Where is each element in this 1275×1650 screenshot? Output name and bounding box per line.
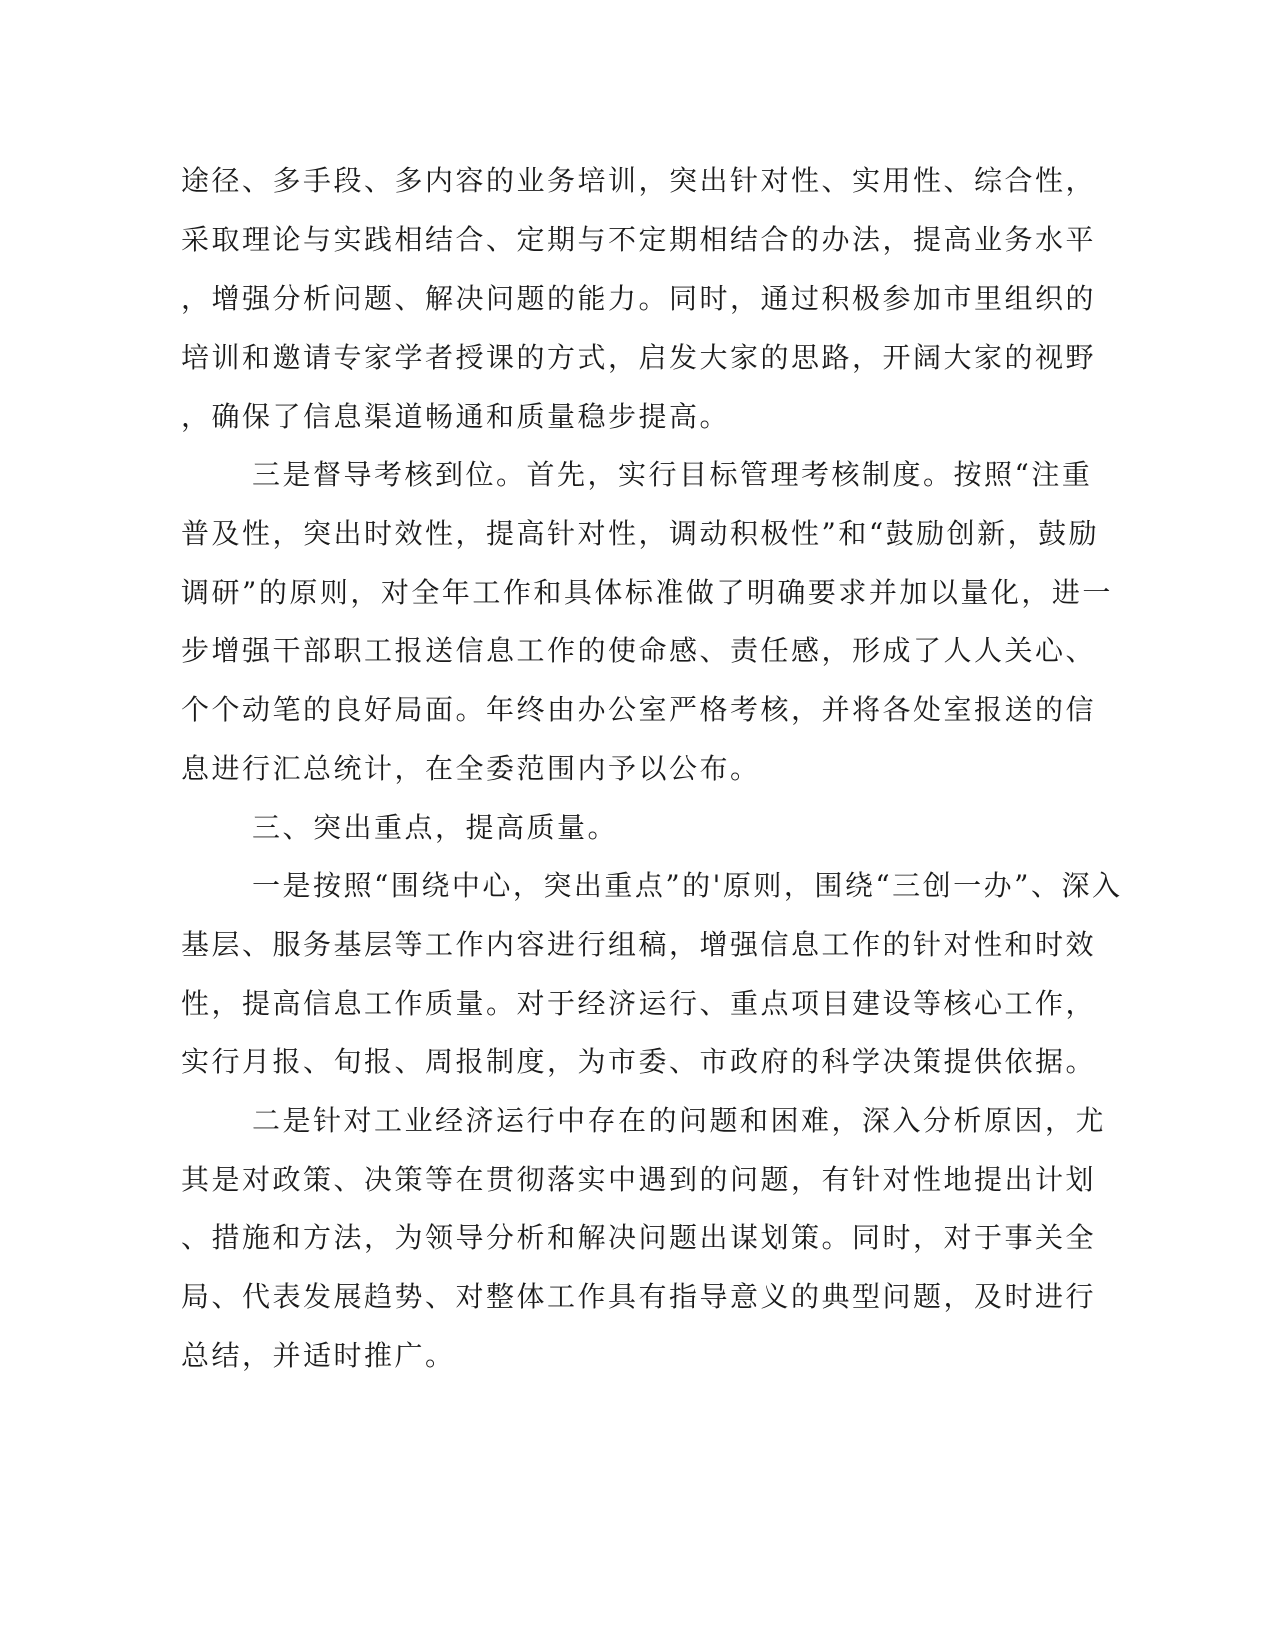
text-line: 一是按照“围绕中心，突出重点”的'原则，围绕“三创一办”、深入	[252, 869, 1123, 902]
text-line: ，增强分析问题、解决问题的能力。同时，通过积极参加市里组织的	[181, 282, 1097, 315]
text-line: 、措施和方法，为领导分析和解决问题出谋划策。同时，对于事关全	[181, 1221, 1097, 1254]
text-line: 途径、多手段、多内容的业务培训，突出针对性、实用性、综合性，	[181, 164, 1097, 197]
section-heading: 三、突出重点，提高质量。	[252, 811, 619, 844]
text-line: 性，提高信息工作质量。对于经济运行、重点项目建设等核心工作，	[181, 987, 1097, 1020]
text-line: 个个动笔的良好局面。年终由办公室严格考核，并将各处室报送的信	[181, 693, 1097, 726]
text-line: 总结，并适时推广。	[181, 1339, 456, 1372]
text-line: 三是督导考核到位。首先，实行目标管理考核制度。按照“注重	[252, 458, 1093, 491]
text-line: 基层、服务基层等工作内容进行组稿，增强信息工作的针对性和时效	[181, 928, 1097, 961]
text-line: 采取理论与实践相结合、定期与不定期相结合的办法，提高业务水平	[181, 223, 1097, 256]
text-line: 实行月报、旬报、周报制度，为市委、市政府的科学决策提供依据。	[181, 1045, 1097, 1078]
text-line: 其是对政策、决策等在贯彻落实中遇到的问题，有针对性地提出计划	[181, 1163, 1097, 1196]
text-line: 培训和邀请专家学者授课的方式，启发大家的思路，开阔大家的视野	[181, 341, 1097, 374]
text-line: 局、代表发展趋势、对整体工作具有指导意义的典型问题，及时进行	[181, 1280, 1097, 1313]
text-line: 普及性，突出时效性，提高针对性，调动积极性”和“鼓励创新，鼓励	[181, 517, 1100, 550]
text-line: 调研”的原则，对全年工作和具体标准做了明确要求并加以量化，进一	[181, 576, 1113, 609]
text-line: ，确保了信息渠道畅通和质量稳步提高。	[181, 400, 731, 433]
text-line: 步增强干部职工报送信息工作的使命感、责任感，形成了人人关心、	[181, 634, 1097, 667]
text-line: 息进行汇总统计，在全委范围内予以公布。	[181, 752, 761, 785]
text-line: 二是针对工业经济运行中存在的问题和困难，深入分析原因，尤	[252, 1104, 1107, 1137]
